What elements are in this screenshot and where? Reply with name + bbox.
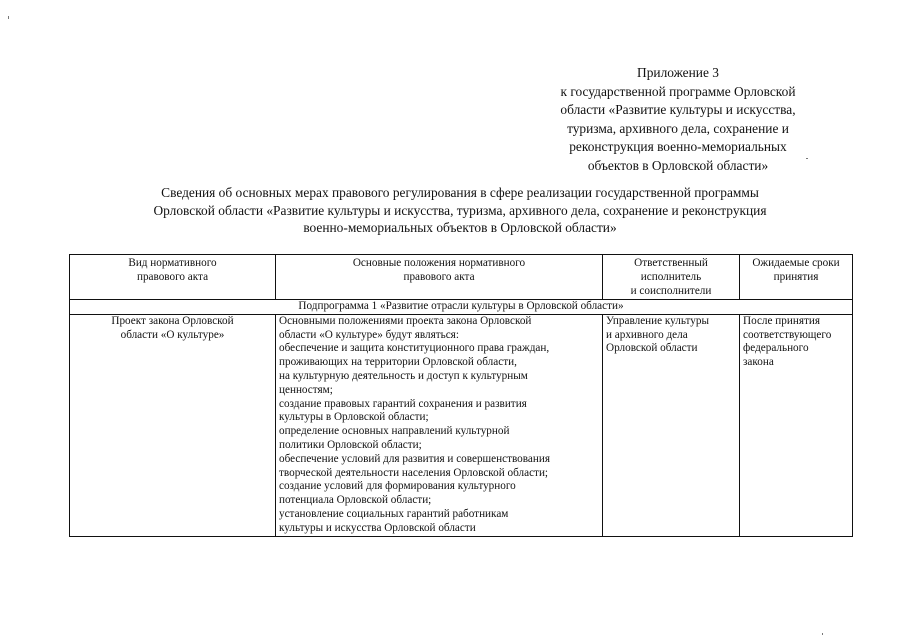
document-title (70, 184, 850, 237)
header-act-type: Вид нормативного правового акта (70, 255, 276, 300)
appendix-line: объектов в Орловской области» (587, 157, 769, 173)
cell-main-provisions: Основными положениями проекта закона Орловской области «О культуре» будут являться: обеспечение и защита конституционного права граждан, проживающих на территории Орловской области, на культурную деятельность и доступ к культурным ценностям; создание правовых гарантий сохранения и развития культуры в Орловской области; определение основных направлений культурной политики Орловской области; обеспечение условий для развития и совершенствования творческой деятельности населения Орловской области; создание условий для формирования культурного потенциала Орловской области; установление социальных гарантий работникам культуры и искусства Орловской области (276, 314, 603, 536)
subprogram-row (70, 300, 853, 315)
scan-speck (806, 158, 808, 159)
appendix-line: реконструкция военно-мемориальных (569, 139, 787, 155)
subprogram-title: Подпрограмма 1 «Развитие отрасли культуры в Орловской области» (70, 300, 853, 315)
appendix-line: области «Развитие культуры и искусства, (560, 102, 796, 118)
appendix-line: к государственной программе Орловской (560, 83, 796, 99)
title-line: Орловской области «Развитие культуры и искусства, туризма, архивного дела, сохранение и реконструкция (153, 202, 767, 218)
scan-speck (822, 633, 823, 635)
appendix-block (528, 64, 828, 176)
scan-speck (8, 16, 9, 19)
header-deadline: Ожидаемые сроки принятия (740, 255, 853, 300)
legal-measures-table (69, 254, 853, 537)
cell-responsible: Управление культуры и архивного дела Орловской области (603, 314, 740, 536)
title-line: Сведения об основных мерах правового регулирования в сфере реализации государственной программы (161, 185, 759, 200)
cell-deadline: После принятия соответствующего федерального закона (740, 314, 853, 536)
cell-act-type: Проект закона Орловской области «О культуре» (70, 314, 276, 536)
appendix-line: туризма, архивного дела, сохранение и (567, 120, 789, 136)
table-row (70, 314, 853, 536)
header-responsible: Ответственный исполнитель и соисполнители (603, 255, 740, 300)
table-header-row (70, 255, 853, 300)
title-line: военно-мемориальных объектов в Орловской области» (303, 220, 617, 235)
header-main-provisions: Основные положения нормативного правового акта (276, 255, 603, 300)
appendix-line: Приложение 3 (637, 65, 719, 80)
